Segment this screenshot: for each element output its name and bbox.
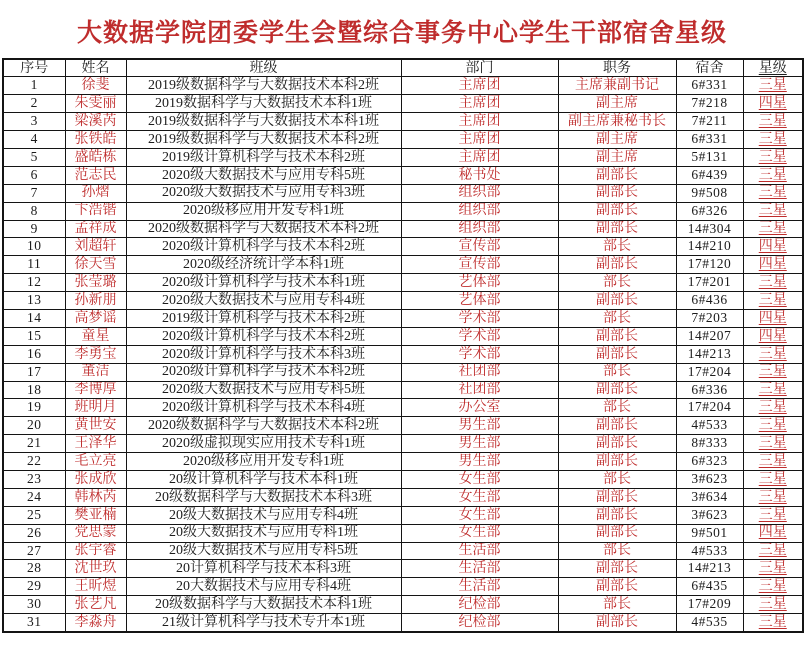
- cell-no: 4: [3, 131, 65, 149]
- page-title: 大数据学院团委学生会暨综合事务中心学生干部宿舍星级: [76, 20, 727, 47]
- cell-position: 副部长: [558, 435, 676, 453]
- cell-no: 11: [3, 256, 65, 274]
- cell-no: 7: [3, 184, 65, 202]
- cell-dept: 女生部: [401, 488, 558, 506]
- cell-name: 党思蒙: [65, 524, 126, 542]
- table-row: [3, 417, 803, 435]
- cell-position: 副部长: [558, 488, 676, 506]
- col-header-dept: 部门: [401, 59, 558, 77]
- cell-dept: 纪检部: [401, 596, 558, 614]
- cell-name: 梁溪芮: [65, 113, 126, 131]
- cell-class: 2020级大数据技术与应用专科5班: [126, 381, 401, 399]
- cell-no: 26: [3, 524, 65, 542]
- cell-class: 2019级计算机科学与技术本科2班: [126, 148, 401, 166]
- cell-dorm: 14#213: [676, 560, 743, 578]
- cell-dorm: 3#623: [676, 470, 743, 488]
- col-header-class: 班级: [126, 59, 401, 77]
- cell-name: 毛立亮: [65, 453, 126, 471]
- cell-name: 张成欣: [65, 470, 126, 488]
- cell-star: 三星: [743, 596, 803, 614]
- cell-class: 20级大数据技术与应用专科1班: [126, 524, 401, 542]
- cell-no: 21: [3, 435, 65, 453]
- cell-class: 20计算机科学与技术本科3班: [126, 560, 401, 578]
- cell-position: 副部长: [558, 327, 676, 345]
- cell-dept: 艺体部: [401, 292, 558, 310]
- cell-position: 副部长: [558, 560, 676, 578]
- cell-position: 副主席兼秘书长: [558, 113, 676, 131]
- cell-class: 2020级计算机科学与技术本科2班: [126, 238, 401, 256]
- document-page: [0, 13, 804, 662]
- cell-star: 四星: [743, 309, 803, 327]
- cell-dorm: 17#201: [676, 274, 743, 292]
- cell-no: 6: [3, 166, 65, 184]
- cell-position: 副主席: [558, 148, 676, 166]
- cell-position: 副部长: [558, 166, 676, 184]
- cell-name: 王泽华: [65, 435, 126, 453]
- cell-name: 孙新朋: [65, 292, 126, 310]
- table-row: [3, 309, 803, 327]
- cell-no: 25: [3, 506, 65, 524]
- cell-class: 2020级经济统计学本科1班: [126, 256, 401, 274]
- col-header-star: 星级: [743, 59, 803, 77]
- cell-star: 三星: [743, 345, 803, 363]
- cell-star: 三星: [743, 381, 803, 399]
- table-row: [3, 166, 803, 184]
- cell-star: 三星: [743, 202, 803, 220]
- roster-table: [2, 58, 804, 633]
- cell-dept: 女生部: [401, 524, 558, 542]
- cell-position: 副部长: [558, 614, 676, 632]
- cell-dorm: 6#331: [676, 77, 743, 95]
- col-header-dorm: 宿舍: [676, 59, 743, 77]
- table-row: [3, 238, 803, 256]
- cell-position: 主席兼副书记: [558, 77, 676, 95]
- table-row: [3, 327, 803, 345]
- cell-star: 三星: [743, 506, 803, 524]
- cell-dorm: 6#326: [676, 202, 743, 220]
- cell-name: 童星: [65, 327, 126, 345]
- cell-dorm: 9#501: [676, 524, 743, 542]
- table-row: [3, 345, 803, 363]
- cell-star: 三星: [743, 77, 803, 95]
- cell-name: 李淼舟: [65, 614, 126, 632]
- cell-dept: 组织部: [401, 220, 558, 238]
- cell-name: 董洁: [65, 363, 126, 381]
- cell-dept: 办公室: [401, 399, 558, 417]
- cell-dorm: 4#533: [676, 542, 743, 560]
- cell-position: 部长: [558, 596, 676, 614]
- cell-dept: 主席团: [401, 95, 558, 113]
- cell-star: 三星: [743, 148, 803, 166]
- cell-name: 张宇睿: [65, 542, 126, 560]
- cell-dorm: 17#204: [676, 399, 743, 417]
- cell-no: 29: [3, 578, 65, 596]
- cell-class: 2020级计算机科学与技术本科3班: [126, 345, 401, 363]
- cell-position: 副部长: [558, 292, 676, 310]
- cell-star: 三星: [743, 363, 803, 381]
- cell-dorm: 17#209: [676, 596, 743, 614]
- cell-position: 部长: [558, 309, 676, 327]
- cell-star: 三星: [743, 292, 803, 310]
- cell-dept: 生活部: [401, 560, 558, 578]
- cell-position: 部长: [558, 542, 676, 560]
- cell-name: 刘超轩: [65, 238, 126, 256]
- cell-position: 副部长: [558, 417, 676, 435]
- cell-name: 班明月: [65, 399, 126, 417]
- table-row: [3, 453, 803, 471]
- cell-dorm: 17#120: [676, 256, 743, 274]
- cell-dept: 学术部: [401, 327, 558, 345]
- table-row: [3, 506, 803, 524]
- cell-name: 王昕煜: [65, 578, 126, 596]
- cell-name: 孙熠: [65, 184, 126, 202]
- cell-star: 三星: [743, 488, 803, 506]
- cell-class: 2020级移应用开发专科1班: [126, 202, 401, 220]
- cell-class: 2020级计算机科学与技术本科2班: [126, 327, 401, 345]
- cell-dorm: 14#207: [676, 327, 743, 345]
- cell-dept: 社团部: [401, 363, 558, 381]
- table-row: [3, 542, 803, 560]
- cell-dorm: 14#210: [676, 238, 743, 256]
- cell-class: 20级数据科学与大数据技术本科3班: [126, 488, 401, 506]
- cell-dorm: 6#331: [676, 131, 743, 149]
- table-row: [3, 560, 803, 578]
- cell-class: 2020级计算机科学与技术本科1班: [126, 274, 401, 292]
- table-row: [3, 488, 803, 506]
- cell-position: 副部长: [558, 184, 676, 202]
- cell-name: 樊亚楠: [65, 506, 126, 524]
- cell-star: 三星: [743, 417, 803, 435]
- table-row: [3, 202, 803, 220]
- cell-dorm: 3#634: [676, 488, 743, 506]
- cell-dept: 宣传部: [401, 238, 558, 256]
- cell-class: 2019级数据科学与大数据技术本科2班: [126, 131, 401, 149]
- cell-name: 孟祥成: [65, 220, 126, 238]
- cell-dept: 宣传部: [401, 256, 558, 274]
- cell-name: 黄世安: [65, 417, 126, 435]
- table-row: [3, 399, 803, 417]
- cell-name: 盛皓栋: [65, 148, 126, 166]
- cell-star: 三星: [743, 274, 803, 292]
- cell-position: 副部长: [558, 506, 676, 524]
- cell-class: 2019级数据科学与大数据技术本科2班: [126, 77, 401, 95]
- cell-dept: 艺体部: [401, 274, 558, 292]
- cell-dorm: 6#336: [676, 381, 743, 399]
- cell-position: 副部长: [558, 453, 676, 471]
- cell-star: 三星: [743, 166, 803, 184]
- cell-no: 3: [3, 113, 65, 131]
- cell-class: 20级数据科学与大数据技术本科1班: [126, 596, 401, 614]
- table-row: [3, 292, 803, 310]
- cell-dorm: 7#211: [676, 113, 743, 131]
- cell-dorm: 3#623: [676, 506, 743, 524]
- cell-class: 20级大数据技术与应用专科4班: [126, 506, 401, 524]
- cell-dept: 男生部: [401, 417, 558, 435]
- cell-name: 李博厚: [65, 381, 126, 399]
- cell-class: 20大数据技术与应用专科4班: [126, 578, 401, 596]
- cell-position: 副部长: [558, 578, 676, 596]
- cell-position: 副主席: [558, 131, 676, 149]
- cell-position: 副部长: [558, 345, 676, 363]
- col-header-name: 姓名: [65, 59, 126, 77]
- cell-class: 2020级数据科学与大数据技术本科2班: [126, 417, 401, 435]
- cell-name: 朱雯丽: [65, 95, 126, 113]
- cell-dept: 社团部: [401, 381, 558, 399]
- cell-star: 三星: [743, 435, 803, 453]
- cell-name: 徐斐: [65, 77, 126, 95]
- cell-dept: 秘书处: [401, 166, 558, 184]
- cell-dept: 主席团: [401, 131, 558, 149]
- cell-dept: 生活部: [401, 578, 558, 596]
- cell-no: 28: [3, 560, 65, 578]
- cell-dorm: 4#535: [676, 614, 743, 632]
- cell-dept: 纪检部: [401, 614, 558, 632]
- cell-star: 三星: [743, 399, 803, 417]
- cell-position: 副主席: [558, 95, 676, 113]
- cell-no: 10: [3, 238, 65, 256]
- cell-star: 四星: [743, 256, 803, 274]
- header-row: [3, 59, 803, 77]
- cell-class: 20级大数据技术与应用专科5班: [126, 542, 401, 560]
- cell-dept: 组织部: [401, 202, 558, 220]
- cell-dept: 主席团: [401, 148, 558, 166]
- cell-star: 三星: [743, 220, 803, 238]
- cell-name: 张铁皓: [65, 131, 126, 149]
- cell-no: 27: [3, 542, 65, 560]
- cell-dept: 女生部: [401, 470, 558, 488]
- cell-name: 韩林芮: [65, 488, 126, 506]
- cell-class: 2020级移应用开发专科1班: [126, 453, 401, 471]
- cell-position: 副部长: [558, 256, 676, 274]
- cell-dept: 主席团: [401, 77, 558, 95]
- table-body: [3, 77, 803, 632]
- table-row: [3, 435, 803, 453]
- cell-position: 部长: [558, 363, 676, 381]
- cell-star: 四星: [743, 524, 803, 542]
- cell-dorm: 4#533: [676, 417, 743, 435]
- cell-dorm: 6#323: [676, 453, 743, 471]
- cell-class: 2019数据科学与大数据技术本科1班: [126, 95, 401, 113]
- cell-no: 20: [3, 417, 65, 435]
- cell-no: 13: [3, 292, 65, 310]
- cell-dept: 组织部: [401, 184, 558, 202]
- cell-star: 三星: [743, 453, 803, 471]
- cell-no: 22: [3, 453, 65, 471]
- cell-class: 2020级数据科学与大数据技术本科2班: [126, 220, 401, 238]
- table-row: [3, 131, 803, 149]
- cell-star: 三星: [743, 470, 803, 488]
- cell-name: 徐天雪: [65, 256, 126, 274]
- cell-position: 副部长: [558, 524, 676, 542]
- cell-position: 部长: [558, 274, 676, 292]
- cell-star: 三星: [743, 614, 803, 632]
- cell-dorm: 14#213: [676, 345, 743, 363]
- table-row: [3, 614, 803, 632]
- cell-name: 沈世玖: [65, 560, 126, 578]
- cell-star: 三星: [743, 113, 803, 131]
- cell-class: 2020级大数据技术与应用专科5班: [126, 166, 401, 184]
- table-row: [3, 524, 803, 542]
- cell-no: 17: [3, 363, 65, 381]
- cell-class: 2020级计算机科学与技术本科2班: [126, 363, 401, 381]
- cell-star: 四星: [743, 95, 803, 113]
- cell-class: 2020级计算机科学与技术本科4班: [126, 399, 401, 417]
- cell-position: 部长: [558, 470, 676, 488]
- cell-star: 四星: [743, 238, 803, 256]
- table-row: [3, 148, 803, 166]
- cell-name: 卞浩锴: [65, 202, 126, 220]
- cell-dorm: 6#435: [676, 578, 743, 596]
- cell-no: 1: [3, 77, 65, 95]
- cell-name: 高梦谣: [65, 309, 126, 327]
- cell-dorm: 17#204: [676, 363, 743, 381]
- cell-dept: 学术部: [401, 345, 558, 363]
- cell-no: 9: [3, 220, 65, 238]
- cell-dorm: 7#203: [676, 309, 743, 327]
- cell-star: 三星: [743, 560, 803, 578]
- cell-star: 三星: [743, 131, 803, 149]
- cell-dorm: 7#218: [676, 95, 743, 113]
- cell-dorm: 14#304: [676, 220, 743, 238]
- cell-no: 14: [3, 309, 65, 327]
- cell-no: 18: [3, 381, 65, 399]
- table-row: [3, 470, 803, 488]
- cell-dept: 学术部: [401, 309, 558, 327]
- table-row: [3, 77, 803, 95]
- cell-no: 30: [3, 596, 65, 614]
- cell-no: 23: [3, 470, 65, 488]
- cell-dorm: 5#131: [676, 148, 743, 166]
- cell-no: 8: [3, 202, 65, 220]
- cell-class: 2019级计算机科学与技术本科2班: [126, 309, 401, 327]
- table-row: [3, 113, 803, 131]
- cell-name: 张莹璐: [65, 274, 126, 292]
- cell-position: 部长: [558, 238, 676, 256]
- table-row: [3, 381, 803, 399]
- cell-no: 5: [3, 148, 65, 166]
- cell-dorm: 9#508: [676, 184, 743, 202]
- cell-dept: 生活部: [401, 542, 558, 560]
- cell-position: 副部长: [558, 381, 676, 399]
- cell-dept: 男生部: [401, 453, 558, 471]
- cell-class: 2019级数据科学与大数据技术本科1班: [126, 113, 401, 131]
- col-header-position: 职务: [558, 59, 676, 77]
- cell-position: 副部长: [558, 220, 676, 238]
- table-row: [3, 256, 803, 274]
- cell-name: 范志民: [65, 166, 126, 184]
- cell-star: 三星: [743, 578, 803, 596]
- cell-star: 三星: [743, 184, 803, 202]
- table-row: [3, 363, 803, 381]
- cell-no: 24: [3, 488, 65, 506]
- cell-star: 四星: [743, 327, 803, 345]
- cell-class: 21级计算机科学与技术专升本1班: [126, 614, 401, 632]
- cell-no: 31: [3, 614, 65, 632]
- cell-name: 李勇宝: [65, 345, 126, 363]
- table-row: [3, 274, 803, 292]
- cell-no: 16: [3, 345, 65, 363]
- cell-position: 部长: [558, 399, 676, 417]
- cell-dept: 男生部: [401, 435, 558, 453]
- cell-no: 19: [3, 399, 65, 417]
- cell-star: 三星: [743, 542, 803, 560]
- table-row: [3, 95, 803, 113]
- cell-position: 副部长: [558, 202, 676, 220]
- table-row: [3, 184, 803, 202]
- cell-no: 2: [3, 95, 65, 113]
- cell-dorm: 6#436: [676, 292, 743, 310]
- cell-dept: 女生部: [401, 506, 558, 524]
- cell-dept: 主席团: [401, 113, 558, 131]
- cell-class: 2020级大数据技术与应用专科4班: [126, 292, 401, 310]
- cell-no: 15: [3, 327, 65, 345]
- col-header-no: 序号: [3, 59, 65, 77]
- cell-dorm: 6#439: [676, 166, 743, 184]
- table-row: [3, 596, 803, 614]
- cell-class: 20级计算机科学与技术本科1班: [126, 470, 401, 488]
- cell-no: 12: [3, 274, 65, 292]
- cell-class: 2020级虚拟现实应用技术专科1班: [126, 435, 401, 453]
- cell-dorm: 8#333: [676, 435, 743, 453]
- cell-class: 2020级大数据技术与应用专科3班: [126, 184, 401, 202]
- table-row: [3, 220, 803, 238]
- cell-name: 张艺凡: [65, 596, 126, 614]
- table-row: [3, 578, 803, 596]
